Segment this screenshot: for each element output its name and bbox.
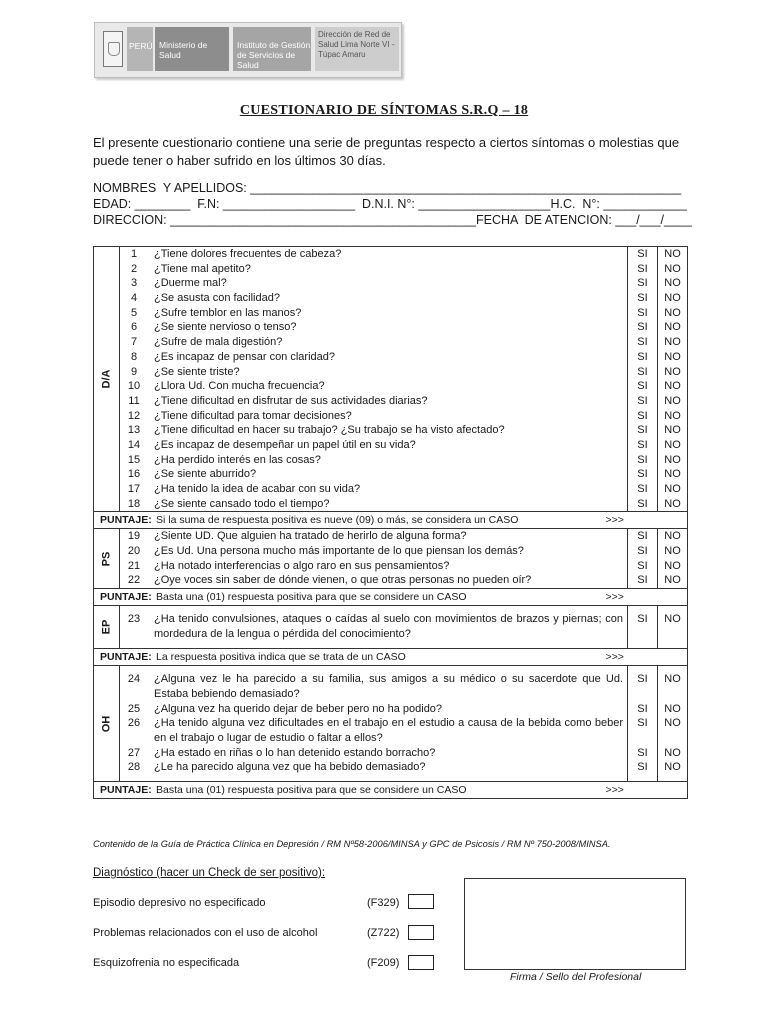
question-row: 11 ¿Tiene dificultad en disfrutar de sus actividades diarias? xyxy=(128,394,428,407)
puntaje-row-ps: PUNTAJE: Basta una (01) respuesta positiva para que se considere un CASO >>> xyxy=(94,589,688,606)
question-row: 13 ¿Tiene dificultad en hacer su trabajo? ¿Su trabajo se ha visto afectado? xyxy=(127,424,505,437)
diagnosis-title: Diagnóstico (hacer un Check de ser positivo): xyxy=(93,867,326,879)
question-row: 10 ¿Llora Ud. Con mucha frecuencia? xyxy=(127,380,325,393)
question-row: 25 ¿Alguna vez ha querido dejar de beber pero no ha podido? xyxy=(127,702,443,715)
question-row: 4 ¿Se asusta con facilidad? xyxy=(130,292,280,305)
logo-institute: Instituto de Gestión de Servicios de Salud xyxy=(233,27,311,71)
question-row: 23 ¿Ha tenido convulsiones, ataques o caídas al suelo con movimientos de brazos y piernas; con mordedura de la lengua o pérdida del conocimiento? xyxy=(127,613,623,640)
puntaje-row-da: PUNTAJE: Si la suma de respuesta positiva es nueve (09) o más, se considera un CASO >>> xyxy=(94,512,688,529)
yes-column[interactable]: SI SI SI SI SI xyxy=(628,666,658,782)
diagnosis-checkbox-schizophrenia[interactable] xyxy=(408,955,434,970)
question-row: 15 ¿Ha perdido interés en las cosas? xyxy=(127,453,321,466)
no-column[interactable]: NO NO NO NO NO xyxy=(658,666,688,782)
yes-column[interactable]: SI SI SI SI SI SI SI SI SI SI SI SI SI SI SI SI SI SI xyxy=(628,247,658,512)
section-code: OH xyxy=(94,666,120,782)
diagnosis-label: Episodio depresivo no especificado xyxy=(93,897,266,909)
logo-ministry: Ministerio de Salud xyxy=(155,27,229,71)
diagnosis-code: (F209) xyxy=(367,957,400,969)
institution-logo-band xyxy=(94,22,402,78)
coat-of-arms-icon xyxy=(103,31,123,67)
question-row: 21 ¿Ha notado interferencias o algo raro en sus pensamientos? xyxy=(127,559,450,572)
question-list xyxy=(120,606,628,649)
no-column[interactable]: NO NO NO NO NO NO NO NO NO NO NO NO NO NO NO NO NO NO xyxy=(658,247,688,512)
question-list xyxy=(120,529,628,589)
question-row: 14 ¿Es incapaz de desempeñar un papel útil en su vida? xyxy=(127,438,416,451)
question-row: 27 ¿Ha estado en riñas o lo han detenido estando borracho? xyxy=(127,746,436,759)
question-row: 19 ¿Siente UD. Que alguien ha tratado de herirlo de alguna forma? xyxy=(127,530,467,543)
questionnaire-table xyxy=(93,246,688,799)
no-column[interactable]: NO NO NO NO xyxy=(658,529,688,589)
yes-column[interactable]: SI SI SI SI xyxy=(628,529,658,589)
page-title: CUESTIONARIO DE SÍNTOMAS S.R.Q – 18 xyxy=(239,103,529,118)
section-oh xyxy=(94,666,688,782)
question-row: 26 ¿Ha tenido alguna vez dificultades en el trabajo en el estudio a causa de la bebida como beber en el trabajo o lugar de estudio o faltar a ellos? xyxy=(127,717,623,744)
diagnosis-code: (F329) xyxy=(367,897,400,909)
signature-box[interactable] xyxy=(464,878,686,970)
question-row: 12 ¿Tiene dificultad para tomar decisiones? xyxy=(127,409,352,422)
question-row: 22 ¿Oye voces sin saber de dónde vienen, o que otras personas no pueden oír? xyxy=(127,574,532,587)
diagnosis-checkbox-alcohol[interactable] xyxy=(408,925,434,940)
question-row: 2 ¿Tiene mal apetito? xyxy=(130,262,251,275)
diagnosis-checkbox-depression[interactable] xyxy=(408,894,434,909)
logo-peru: PERÚ xyxy=(127,27,153,71)
address-date-field[interactable]: DIRECCION: ____________________________________________FECHA DE ATENCION: ___/___/____ xyxy=(93,213,692,227)
puntaje-row-ep: PUNTAJE: La respuesta positiva indica que se trata de un CASO >>> xyxy=(94,649,688,666)
diagnosis-code: (Z722) xyxy=(367,927,400,939)
section-ep xyxy=(94,606,688,649)
question-list xyxy=(120,247,628,512)
yes-column[interactable]: SI xyxy=(628,606,658,649)
question-row: 16 ¿Se siente aburrido? xyxy=(127,468,257,481)
question-row: 28 ¿Le ha parecido alguna vez que ha bebido demasiado? xyxy=(127,761,426,774)
question-row: 1 ¿Tiene dolores frecuentes de cabeza? xyxy=(130,248,342,260)
names-field[interactable]: NOMBRES Y APELLIDOS: ______________________________________________________________ xyxy=(93,181,682,195)
section-da xyxy=(94,247,688,512)
question-row: 3 ¿Duerme mal? xyxy=(130,277,227,290)
source-note: Contenido de la Guía de Práctica Clínica en Depresión / RM Nº58-2006/MINSA y GPC de Psicosis / RM Nº 750-2008/MINSA. xyxy=(93,839,611,849)
section-code: PS xyxy=(94,529,120,589)
question-row: 20 ¿Es Ud. Una persona mucho más importante de lo que piensan los demás? xyxy=(127,545,524,558)
diagnosis-label: Problemas relacionados con el uso de alcohol xyxy=(93,927,318,939)
signature-label: Firma / Sello del Profesional xyxy=(510,971,642,983)
question-row: 8 ¿Es incapaz de pensar con claridad? xyxy=(130,350,335,363)
question-row: 18 ¿Se siente cansado todo el tiempo? xyxy=(127,497,330,510)
no-column[interactable]: NO xyxy=(658,606,688,649)
question-row: 7 ¿Sufre de mala digestión? xyxy=(130,336,283,349)
question-row: 24 ¿Alguna vez le ha parecido a su familia, sus amigos a su médico o su sacerdote que Ud. Estaba bebiendo demasiado? xyxy=(127,673,623,700)
puntaje-row-oh: PUNTAJE: Basta una (01) respuesta positiva para que se considere un CASO >>> xyxy=(94,782,688,799)
question-row: 17 ¿Ha tenido la idea de acabar con su vida? xyxy=(127,483,361,495)
intro-paragraph: El presente cuestionario contiene una serie de preguntas respecto a ciertos síntomas o molestias que puede tener o haber sufrido en los últimos 30 días. xyxy=(93,135,680,168)
age-dni-field[interactable]: EDAD: ________ F.N: ___________________ D.N.I. N°: ___________________H.C. N°: ____________ xyxy=(93,197,687,211)
diagnosis-label: Esquizofrenia no especificada xyxy=(93,957,240,969)
question-list xyxy=(120,666,628,782)
logo-network: Dirección de Red de Salud Lima Norte VI - Túpac Amaru xyxy=(315,27,399,71)
section-code: D/A xyxy=(94,247,120,512)
question-row: 6 ¿Se siente nervioso o tenso? xyxy=(130,321,297,334)
section-code: EP xyxy=(94,606,120,649)
question-row: 5 ¿Sufre temblor en las manos? xyxy=(130,306,302,319)
question-row: 9 ¿Se siente triste? xyxy=(130,365,240,378)
section-ps xyxy=(94,529,688,589)
